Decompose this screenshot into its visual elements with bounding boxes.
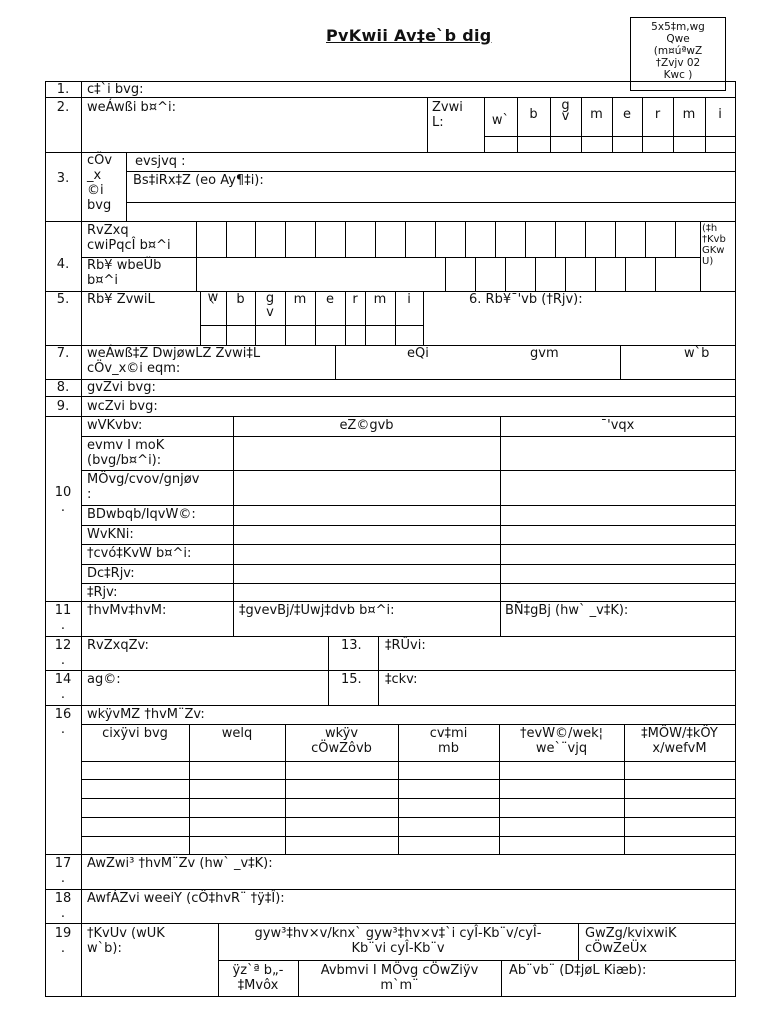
row-3-bangla-label: evsjvq :: [135, 154, 186, 169]
horizontal-rule: [45, 636, 736, 637]
vertical-rule: [673, 97, 674, 152]
horizontal-rule: [81, 817, 736, 818]
education-column-header: wkÿv cÖwZôvb: [311, 726, 372, 756]
vertical-rule: [620, 345, 621, 379]
row-9-number: 9.: [56, 399, 70, 414]
quota-ansar-vdp: Avbmvi I MÖvg cÖwZiÿv m`m¨: [320, 963, 479, 993]
row-15-number: 15.: [341, 672, 362, 687]
row-5-number: 5.: [56, 292, 70, 307]
row-8-label: gvZvi bvg:: [87, 380, 156, 395]
horizontal-rule: [45, 670, 736, 671]
row-5-date-cell: g v: [265, 291, 275, 320]
vertical-rule: [615, 221, 616, 257]
row-10-item: †cvó‡KvW b¤^i:: [87, 546, 192, 561]
vertical-rule: [405, 221, 406, 257]
vertical-rule: [226, 221, 227, 257]
row-2-label: weÁwßi b¤^i:: [87, 100, 176, 115]
row-4-birth-reg-label: Rb¥ wbeÜb b¤^i: [87, 258, 162, 288]
horizontal-rule: [81, 257, 700, 258]
row-12-number: 12 .: [54, 638, 72, 668]
vertical-rule: [495, 221, 496, 257]
row-2-date-cell: r: [654, 107, 661, 122]
row-6-birthplace-label: 6. Rb¥¯'vb (†Rjv):: [469, 292, 583, 307]
horizontal-rule: [81, 779, 736, 780]
row-2-date-cell: b: [529, 107, 538, 122]
vertical-rule: [233, 416, 234, 601]
quota-ethnic-minority: ÿz`ª b„- ‡Mvôx: [232, 963, 284, 993]
row-11-number: 11 .: [54, 603, 72, 633]
vertical-rule: [233, 601, 234, 636]
row-13-number: 13.: [341, 638, 362, 653]
horizontal-rule: [45, 705, 736, 706]
horizontal-rule: [81, 436, 736, 437]
row-4-nid-label: RvZxq cwiPqcÎ b¤^i: [87, 223, 171, 253]
vertical-rule: [285, 221, 286, 257]
vertical-rule: [700, 221, 701, 291]
row-16-number: 16 .: [54, 707, 72, 737]
horizontal-rule: [45, 923, 736, 924]
vertical-rule: [501, 960, 502, 996]
vertical-rule: [189, 724, 190, 854]
vertical-rule: [517, 97, 518, 152]
row-2-date-cell: m: [682, 107, 696, 122]
row-7-number: 7.: [56, 346, 70, 361]
row-18-number: 18 .: [54, 891, 72, 921]
row-2-date-label: Zvwi L:: [432, 100, 463, 130]
vertical-rule: [465, 221, 466, 257]
education-column-header: cixÿvi bvg: [102, 726, 168, 741]
vertical-rule: [581, 97, 582, 152]
row-13-label: ‡RÛvi:: [385, 638, 426, 653]
row-10-address-label: wVKvbv:: [87, 418, 143, 433]
row-11-label: †hvMv‡hvM:: [87, 603, 167, 618]
horizontal-rule: [45, 854, 736, 855]
vertical-rule: [445, 257, 446, 291]
vertical-rule: [505, 257, 506, 291]
row-3-number: 3.: [56, 171, 70, 186]
vertical-rule: [315, 221, 316, 257]
row-4-side-note: (‡h †Kvb GKw U): [702, 223, 726, 267]
row-11-email-label: BÑ‡gBj (hw` _v‡K):: [505, 603, 629, 618]
vertical-rule: [475, 257, 476, 291]
horizontal-rule: [200, 325, 423, 326]
horizontal-rule: [81, 583, 736, 584]
row-3-label: cÖv _x ©i bvg: [87, 153, 113, 213]
vertical-rule: [81, 81, 82, 996]
horizontal-rule: [45, 97, 736, 98]
vertical-rule: [625, 257, 626, 291]
vertical-rule: [335, 345, 336, 379]
horizontal-rule: [81, 505, 736, 506]
vertical-rule: [435, 221, 436, 257]
photo-box: 5x5‡m,wg Qwe (m¤úªwZ †Zvjv 02 Kwc ): [630, 17, 726, 91]
row-5-date-cell: e: [326, 292, 334, 307]
row-16-label: wkÿvMZ †hvM¨Zv:: [87, 707, 205, 722]
row-5-date-cell: b: [236, 292, 245, 307]
vertical-rule: [500, 601, 501, 636]
row-8-number: 8.: [56, 380, 70, 395]
row-2-date-cell: g v: [561, 98, 570, 124]
row-7-label: weÁwß‡Z DwjøwLZ Zvwi‡L cÖv_x©i eqm:: [87, 346, 261, 376]
row-2-date-cell: e: [623, 107, 631, 122]
horizontal-rule: [45, 396, 736, 397]
horizontal-rule: [81, 836, 736, 837]
vertical-rule: [595, 257, 596, 291]
horizontal-rule: [81, 761, 736, 762]
vertical-rule: [705, 97, 706, 152]
vertical-rule: [612, 97, 613, 152]
row-3-english-label: Bs‡iRx‡Z (eo Ay¶‡i):: [133, 173, 264, 188]
row-5-label: Rb¥ ZvwiL: [87, 292, 155, 307]
horizontal-rule: [45, 416, 736, 417]
vertical-rule: [328, 636, 329, 705]
row-18-label: AwfÁZvi weeiY (cÖ‡hvR¨ †ÿ‡Î):: [87, 891, 285, 906]
row-10-item: evmv I moK (bvg/b¤^i):: [87, 438, 165, 468]
quota-orphan-disabled: GwZg/kvixwiK cÖwZeÜx: [585, 926, 677, 956]
horizontal-rule: [126, 202, 736, 203]
vertical-rule: [427, 97, 428, 152]
row-11-phone-label: ‡gvevBj/‡Uwj‡dvb b¤^i:: [239, 603, 395, 618]
row-19-label: †KvUv (wUK w`b):: [87, 926, 165, 956]
row-10-item: BDwbqb/IqvW©:: [87, 507, 196, 522]
row-10-item: WvKNi:: [87, 527, 134, 542]
vertical-rule: [642, 97, 643, 152]
row-12-label: RvZxqZv:: [87, 638, 149, 653]
quota-others: Ab¨vb¨ (D‡jøL Kiæb):: [509, 963, 647, 978]
horizontal-rule: [45, 81, 736, 82]
horizontal-rule: [126, 171, 736, 172]
horizontal-rule: [81, 798, 736, 799]
horizontal-rule: [45, 996, 736, 997]
row-10-item: MÖvg/cvov/gnjøv :: [87, 472, 200, 502]
row-9-label: wcZvi bvg:: [87, 399, 158, 414]
vertical-rule: [565, 257, 566, 291]
row-7-day-label: w`b: [684, 346, 710, 361]
row-10-permanent-header: ¯'vqx: [600, 418, 635, 433]
row-1-number: 1.: [56, 82, 70, 97]
row-14-number: 14 .: [54, 672, 72, 702]
vertical-rule: [525, 221, 526, 257]
row-2-date-cell: m: [590, 107, 603, 122]
row-2-date-cell: i: [718, 107, 722, 122]
vertical-rule: [645, 221, 646, 257]
horizontal-rule: [81, 544, 736, 545]
vertical-rule: [675, 221, 676, 257]
horizontal-rule: [45, 889, 736, 890]
vertical-rule: [578, 923, 579, 960]
row-17-number: 17 .: [54, 856, 72, 886]
row-5-date-cell: i: [407, 292, 411, 307]
row-10-item: Dc‡Rjv:: [87, 566, 135, 581]
row-7-year-label: eQi: [407, 346, 429, 361]
horizontal-rule: [81, 724, 736, 725]
horizontal-rule: [81, 470, 736, 471]
vertical-rule: [375, 221, 376, 257]
row-19-number: 19 .: [54, 926, 72, 956]
row-5-date-cell: m: [373, 292, 387, 307]
row-5-date-cell: m: [293, 292, 307, 307]
row-1-label: c‡`i bvg:: [87, 82, 144, 97]
vertical-rule: [378, 636, 379, 705]
vertical-rule: [585, 221, 586, 257]
row-5-date-cell: w `: [207, 290, 219, 316]
education-column-header: welq: [221, 726, 253, 741]
row-10-item: ‡Rjv:: [87, 585, 118, 600]
vertical-rule: [423, 291, 424, 345]
vertical-rule: [500, 416, 501, 601]
vertical-rule: [735, 81, 736, 996]
horizontal-rule: [81, 564, 736, 565]
row-10-present-header: eZ©gvb: [339, 418, 394, 433]
education-column-header: ‡MÖW/‡kÖY x/wefvM: [641, 726, 718, 756]
horizontal-rule: [45, 601, 736, 602]
horizontal-rule: [45, 221, 736, 222]
row-2-number: 2.: [56, 100, 70, 115]
vertical-rule: [555, 221, 556, 257]
education-column-header: †evW©/wek¦ we`¨vjq: [520, 726, 603, 756]
horizontal-rule: [218, 960, 736, 961]
row-7-month-label: gvm: [530, 346, 559, 361]
horizontal-rule: [484, 136, 736, 137]
vertical-rule: [535, 257, 536, 291]
form-title: PvKwii Av‡e`b dig: [326, 26, 492, 45]
row-2-date-cell: w`: [491, 113, 510, 128]
row-14-label: ag©:: [87, 672, 121, 687]
vertical-rule: [196, 221, 197, 291]
quota-freedom-fighter: gyw³‡hv×v/knx` gyw³‡hv×v‡`i cyÎ-Kb¨v/cyÎ- Kb¨vi cyÎ-Kb¨v: [254, 926, 542, 956]
horizontal-rule: [81, 525, 736, 526]
row-4-number: 4.: [56, 257, 70, 272]
row-17-label: AwZwi³ †hvM¨Zv (hw` _v‡K):: [87, 856, 273, 871]
vertical-rule: [345, 221, 346, 257]
row-15-label: ‡ckv:: [385, 672, 418, 687]
application-form: [45, 81, 736, 996]
education-column-header: cv‡mi mb: [429, 726, 468, 756]
row-10-number: 10 .: [54, 485, 72, 515]
vertical-rule: [255, 221, 256, 257]
vertical-rule: [126, 152, 127, 221]
horizontal-rule: [45, 152, 736, 153]
row-5-date-cell: r: [352, 292, 358, 307]
vertical-rule: [655, 257, 656, 291]
